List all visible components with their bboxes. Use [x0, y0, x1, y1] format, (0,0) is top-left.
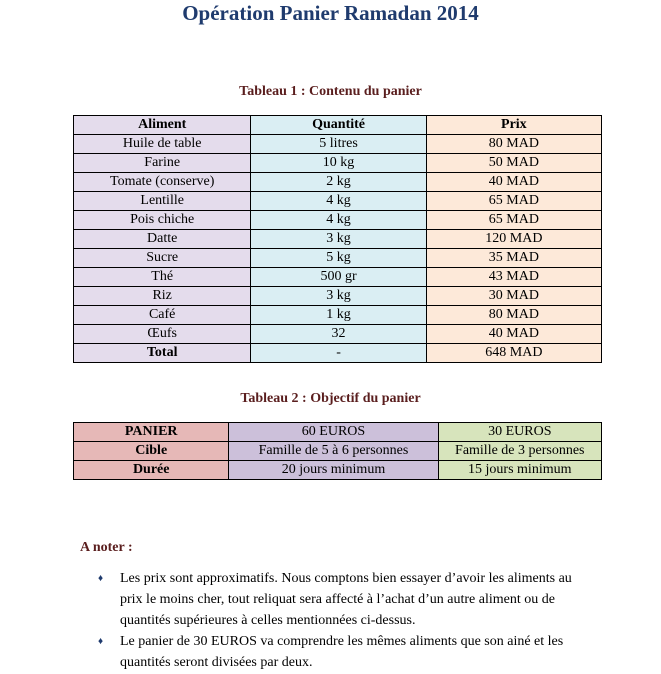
table-row	[74, 230, 602, 249]
prix-cell: 43 MAD	[426, 268, 601, 287]
aliment-cell: Farine	[74, 154, 251, 173]
table1-caption: Tableau 1 : Contenu du panier	[239, 84, 422, 99]
table-row	[74, 211, 602, 230]
aliment-cell: Huile de table	[74, 135, 251, 154]
diamond-bullet-icon: ♦	[98, 636, 104, 647]
quantite-cell: 5 kg	[251, 249, 426, 268]
panier-60-cell: 60 EUROS	[229, 423, 438, 442]
header-quantite: Quantité	[251, 116, 426, 135]
prix-cell: 80 MAD	[426, 306, 601, 325]
basket-objective-table	[73, 422, 602, 480]
panier-60-cell: Famille de 5 à 6 personnes	[229, 442, 438, 461]
aliment-cell: Thé	[74, 268, 251, 287]
table2-caption: Tableau 2 : Objectif du panier	[240, 391, 421, 406]
quantite-cell: 10 kg	[251, 154, 426, 173]
header-prix: Prix	[426, 116, 601, 135]
table1-body	[74, 135, 602, 363]
quantite-cell: 1 kg	[251, 306, 426, 325]
aliment-cell: Datte	[74, 230, 251, 249]
list-item	[98, 568, 578, 631]
prix-cell: 50 MAD	[426, 154, 601, 173]
table-row	[74, 306, 602, 325]
list-item	[98, 631, 578, 673]
table-row	[74, 287, 602, 306]
total-row	[74, 344, 602, 363]
table-row	[74, 135, 602, 154]
prix-cell: 40 MAD	[426, 173, 601, 192]
notes-list	[98, 568, 578, 673]
table-row	[74, 461, 602, 480]
table2-body	[74, 423, 602, 480]
aliment-cell: Œufs	[74, 325, 251, 344]
quantite-cell: 3 kg	[251, 230, 426, 249]
prix-cell: 65 MAD	[426, 192, 601, 211]
page-title: Opération Panier Ramadan 2014	[182, 1, 479, 25]
quantite-cell: 5 litres	[251, 135, 426, 154]
table-row	[74, 192, 602, 211]
table-row	[74, 173, 602, 192]
total-label: Total	[74, 344, 251, 363]
diamond-bullet-icon: ♦	[98, 573, 104, 584]
notes-heading: A noter :	[80, 540, 133, 555]
quantite-cell: 2 kg	[251, 173, 426, 192]
total-quantite: -	[251, 344, 426, 363]
total-prix: 648 MAD	[426, 344, 601, 363]
panier-30-cell: 30 EUROS	[438, 423, 601, 442]
objective-label-cell: Cible	[74, 442, 229, 461]
aliment-cell: Riz	[74, 287, 251, 306]
objective-label-cell: PANIER	[74, 423, 229, 442]
panier-30-cell: Famille de 3 personnes	[438, 442, 601, 461]
note-text: Le panier de 30 EUROS va comprendre les mêmes aliments que son ainé et les quantités seront divisées par deux.	[120, 634, 564, 670]
table-row	[74, 442, 602, 461]
aliment-cell: Pois chiche	[74, 211, 251, 230]
basket-contents-table	[73, 115, 602, 363]
table-row	[74, 423, 602, 442]
prix-cell: 65 MAD	[426, 211, 601, 230]
panier-60-cell: 20 jours minimum	[229, 461, 438, 480]
prix-cell: 40 MAD	[426, 325, 601, 344]
prix-cell: 30 MAD	[426, 287, 601, 306]
aliment-cell: Tomate (conserve)	[74, 173, 251, 192]
prix-cell: 35 MAD	[426, 249, 601, 268]
table-row	[74, 249, 602, 268]
aliment-cell: Café	[74, 306, 251, 325]
prix-cell: 80 MAD	[426, 135, 601, 154]
table-row	[74, 268, 602, 287]
table-row	[74, 325, 602, 344]
aliment-cell: Sucre	[74, 249, 251, 268]
prix-cell: 120 MAD	[426, 230, 601, 249]
header-aliment: Aliment	[74, 116, 251, 135]
aliment-cell: Lentille	[74, 192, 251, 211]
quantite-cell: 32	[251, 325, 426, 344]
quantite-cell: 500 gr	[251, 268, 426, 287]
panier-30-cell: 15 jours minimum	[438, 461, 601, 480]
quantite-cell: 4 kg	[251, 192, 426, 211]
objective-label-cell: Durée	[74, 461, 229, 480]
table-row	[74, 154, 602, 173]
quantite-cell: 3 kg	[251, 287, 426, 306]
note-text: Les prix sont approximatifs. Nous comptons bien essayer d’avoir les aliments au prix le moins cher, tout reliquat sera affecté à l’achat d’un autre aliment ou de quantités supérieures à celles mentionnées ci-dessus.	[120, 571, 572, 628]
quantite-cell: 4 kg	[251, 211, 426, 230]
table-header-row	[74, 116, 602, 135]
